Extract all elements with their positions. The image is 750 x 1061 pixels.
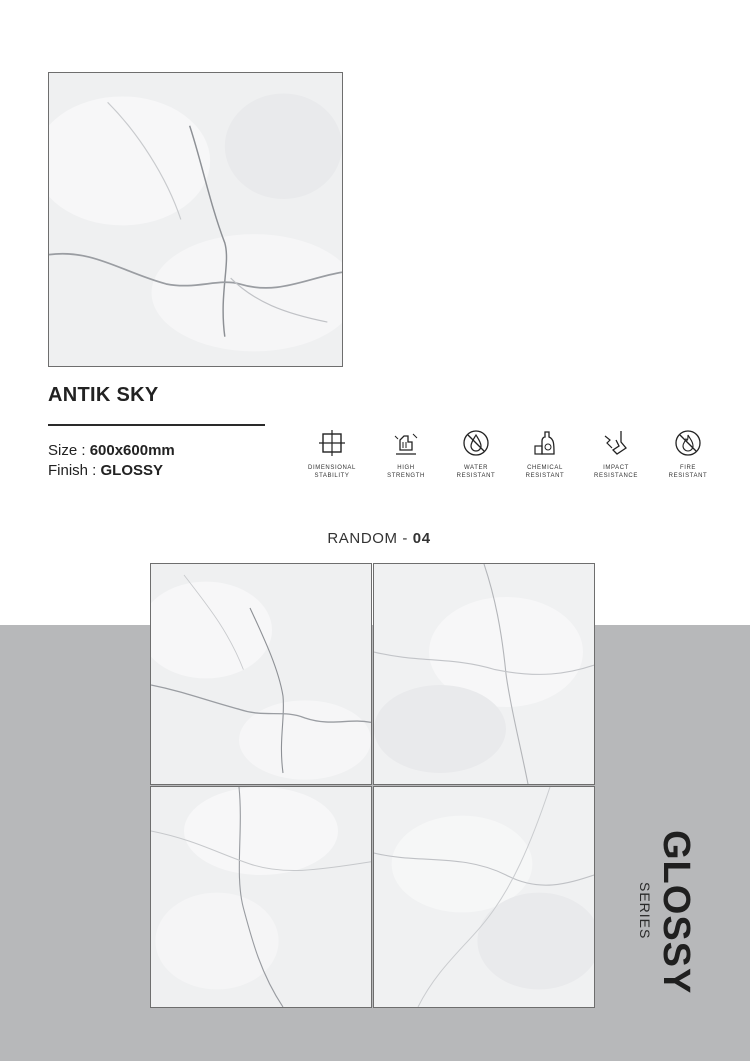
impact-resistance-icon xyxy=(601,428,631,458)
feature-label-line1: DIMENSIONAL xyxy=(308,465,356,471)
size-label: Size : xyxy=(48,442,90,459)
feature-label-line2: RESISTANT xyxy=(525,473,565,479)
feature-high-strength xyxy=(370,428,442,480)
spec-finish xyxy=(48,462,163,479)
finish-label: Finish : xyxy=(48,462,101,479)
feature-label-line1: IMPACT xyxy=(603,465,629,471)
feature-chemical-resistant xyxy=(509,428,581,480)
chemical-resistant-icon xyxy=(530,428,560,458)
spec-size xyxy=(48,442,175,459)
water-resistant-icon xyxy=(461,428,491,458)
title-underline xyxy=(48,424,265,426)
layout-tile-3 xyxy=(150,786,372,1008)
layout-tile-1 xyxy=(150,563,372,785)
series-name: GLOSSY xyxy=(655,830,697,995)
layout-label-text: RANDOM - xyxy=(327,530,413,547)
feature-fire-resistant xyxy=(652,428,724,480)
series-word: SERIES xyxy=(637,882,653,940)
feature-label-line2: STRENGTH xyxy=(387,473,425,479)
feature-label-line2: RESISTANT xyxy=(668,473,708,479)
layout-label xyxy=(0,530,750,547)
high-strength-icon xyxy=(391,428,421,458)
layout-tile-4 xyxy=(373,786,595,1008)
feature-label-line1: FIRE xyxy=(679,465,697,471)
dimensional-stability-icon xyxy=(317,428,347,458)
series-badge xyxy=(627,830,697,995)
feature-label-line1: WATER xyxy=(464,465,488,471)
product-title: ANTIK SKY xyxy=(48,384,159,406)
hero-tile-image xyxy=(48,72,343,367)
finish-value: GLOSSY xyxy=(100,462,164,479)
feature-dimensional-stability xyxy=(296,428,368,480)
feature-water-resistant xyxy=(440,428,512,480)
fire-resistant-icon xyxy=(673,428,703,458)
size-value: 600x600mm xyxy=(89,442,175,459)
layout-number: 04 xyxy=(412,530,431,547)
layout-tile-2 xyxy=(373,563,595,785)
feature-label-line2: STABILITY xyxy=(314,473,350,479)
feature-label-line1: HIGH xyxy=(397,465,415,471)
feature-label-line1: CHEMICAL xyxy=(527,465,563,471)
feature-impact-resistance xyxy=(580,428,652,480)
feature-label-line2: RESISTANT xyxy=(456,473,496,479)
feature-label-line2: RESISTANCE xyxy=(594,473,638,479)
